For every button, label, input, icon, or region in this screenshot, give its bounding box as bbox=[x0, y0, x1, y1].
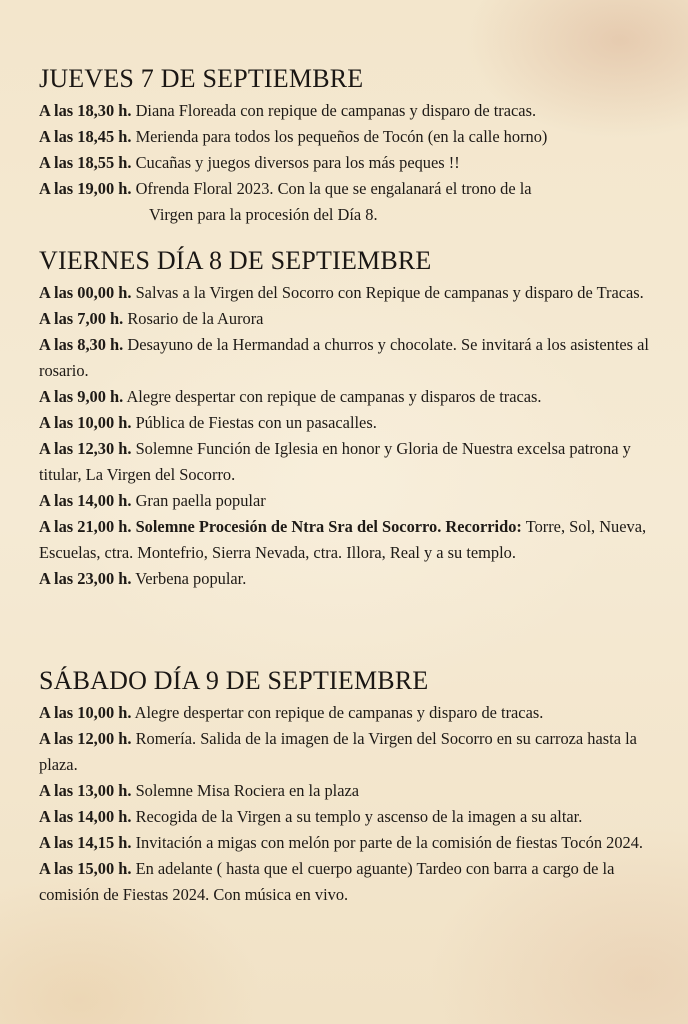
day-title: SÁBADO DÍA 9 DE SEPTIEMBRE bbox=[39, 666, 429, 695]
event-description: Diana Floreada con repique de campanas y disparo de tracas. bbox=[135, 101, 537, 120]
event-item bbox=[39, 566, 659, 592]
event-time: A las 7,00 h. bbox=[39, 309, 124, 328]
event-item bbox=[39, 514, 659, 566]
event-time: A las 12,30 h. bbox=[39, 439, 132, 458]
event-description: Solemne Misa Rociera en la plaza bbox=[135, 781, 360, 800]
event-time: A las 13,00 h. bbox=[39, 781, 132, 800]
day-section-thursday bbox=[39, 64, 659, 228]
event-description: Solemne Función de Iglesia en honor y Gloria de Nuestra excelsa patrona y titular, La Virgen del Socorro. bbox=[39, 439, 631, 484]
event-description: Merienda para todos los pequeños de Tocón (en la calle horno) bbox=[135, 127, 548, 146]
event-description: Torre, Sol, Nueva, Escuelas, ctra. Montefrio, Sierra Nevada, ctra. Illora, Real y a su templo. bbox=[39, 517, 647, 562]
event-item bbox=[39, 150, 659, 176]
event-item bbox=[39, 856, 659, 908]
event-description: Romería. Salida de la imagen de la Virgen del Socorro en su carroza hasta la plaza. bbox=[39, 729, 637, 774]
event-time: A las 18,55 h. bbox=[39, 153, 132, 172]
event-time: A las 18,30 h. bbox=[39, 101, 132, 120]
event-time: A las 21,00 h. bbox=[39, 517, 132, 536]
event-item bbox=[39, 384, 659, 410]
event-description: Alegre despertar con repique de campanas y disparo de tracas. bbox=[134, 703, 544, 722]
event-item bbox=[39, 176, 659, 228]
event-description-bold: Solemne Procesión de Ntra Sra del Socorro. Recorrido: bbox=[135, 517, 522, 536]
event-item bbox=[39, 332, 659, 384]
day-section-friday bbox=[39, 246, 659, 592]
event-description: En adelante ( hasta que el cuerpo aguante) Tardeo con barra a cargo de la comisión de Fiestas 2024. Con música en vivo. bbox=[39, 859, 615, 904]
event-description: Cucañas y juegos diversos para los más peques !! bbox=[135, 153, 460, 172]
event-time: A las 18,45 h. bbox=[39, 127, 132, 146]
event-time: A las 10,00 h. bbox=[39, 413, 132, 432]
event-description: Alegre despertar con repique de campanas y disparos de tracas. bbox=[126, 387, 542, 406]
event-description: Ofrenda Floral 2023. Con la que se engalanará el trono de la bbox=[135, 179, 532, 198]
event-time: A las 14,15 h. bbox=[39, 833, 132, 852]
event-item bbox=[39, 280, 659, 306]
event-time: A las 23,00 h. bbox=[39, 569, 132, 588]
event-description-continued: Virgen para la procesión del Día 8. bbox=[149, 205, 378, 224]
event-item bbox=[39, 804, 659, 830]
event-description: Pública de Fiestas con un pasacalles. bbox=[135, 413, 377, 432]
event-item bbox=[39, 436, 659, 488]
event-time: A las 10,00 h. bbox=[39, 703, 132, 722]
day-title: JUEVES 7 DE SEPTIEMBRE bbox=[39, 64, 364, 93]
event-description: Invitación a migas con melón por parte de la comisión de fiestas Tocón 2024. bbox=[135, 833, 643, 852]
event-time: A las 12,00 h. bbox=[39, 729, 132, 748]
event-time: A las 15,00 h. bbox=[39, 859, 132, 878]
event-item bbox=[39, 124, 659, 150]
event-item bbox=[39, 700, 659, 726]
event-description: Desayuno de la Hermandad a churros y chocolate. Se invitará a los asistentes al rosario. bbox=[39, 335, 649, 380]
day-section-saturday bbox=[39, 666, 659, 908]
event-time: A las 00,00 h. bbox=[39, 283, 132, 302]
day-title: VIERNES DÍA 8 DE SEPTIEMBRE bbox=[39, 246, 432, 275]
event-description: Salvas a la Virgen del Socorro con Repique de campanas y disparo de Tracas. bbox=[135, 283, 644, 302]
event-time: A las 19,00 h. bbox=[39, 179, 132, 198]
event-item bbox=[39, 306, 659, 332]
event-description: Gran paella popular bbox=[135, 491, 266, 510]
event-item bbox=[39, 488, 659, 514]
event-item bbox=[39, 778, 659, 804]
event-description: Recogida de la Virgen a su templo y ascenso de la imagen a su altar. bbox=[135, 807, 583, 826]
event-time: A las 8,30 h. bbox=[39, 335, 124, 354]
event-item bbox=[39, 726, 659, 778]
event-description: Rosario de la Aurora bbox=[127, 309, 264, 328]
event-time: A las 14,00 h. bbox=[39, 807, 132, 826]
event-time: A las 14,00 h. bbox=[39, 491, 132, 510]
event-item bbox=[39, 830, 659, 856]
event-item bbox=[39, 410, 659, 436]
event-item bbox=[39, 98, 659, 124]
event-description: Verbena popular. bbox=[135, 569, 247, 588]
event-time: A las 9,00 h. bbox=[39, 387, 124, 406]
